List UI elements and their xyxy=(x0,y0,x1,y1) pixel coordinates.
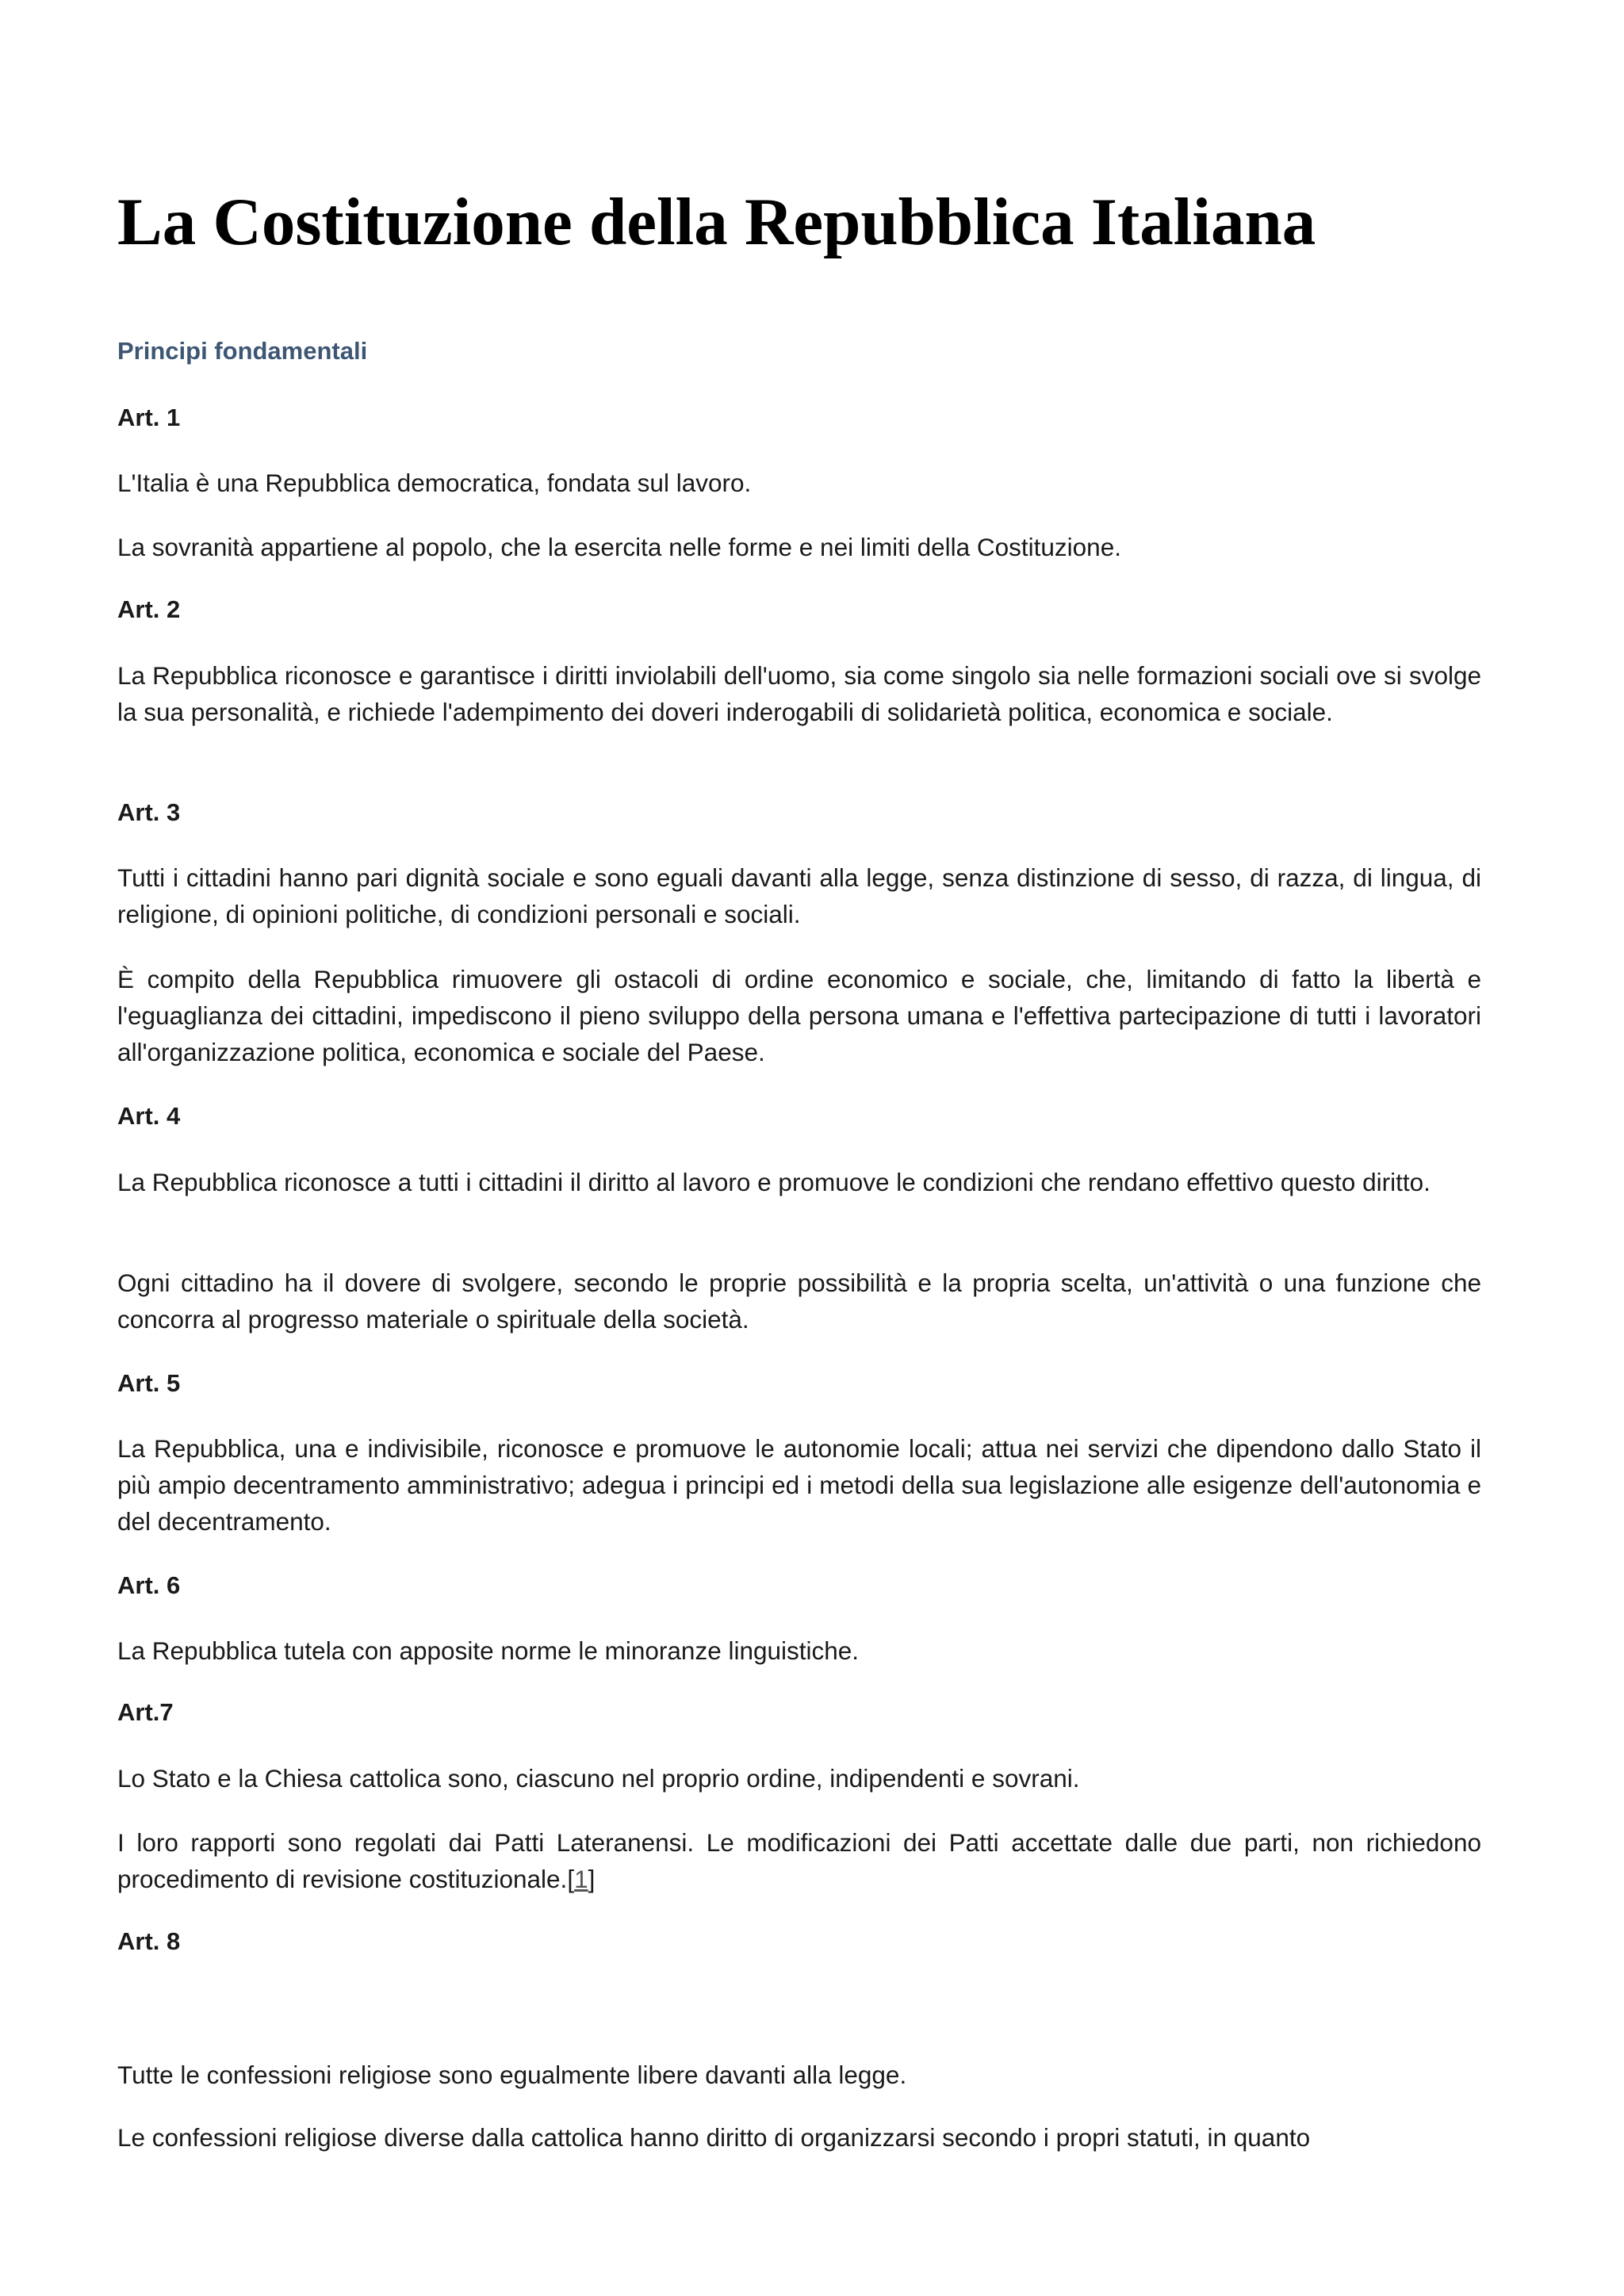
article-8-paragraph-1: Tutte le confessioni religiose sono egualmente libere davanti alla legge. xyxy=(117,2061,907,2089)
article-3-paragraph-1: Tutti i cittadini hanno pari dignità sociale e sono eguali davanti alla legge, senza distinzione di sesso, di razza, di lingua, di religione, di opinioni politiche, di condizioni personali e sociali. xyxy=(117,863,1481,928)
article-1-paragraph-2: La sovranità appartiene al popolo, che la esercita nelle forme e nei limiti della Costituzione. xyxy=(117,533,1121,561)
article-1-paragraph-1: L'Italia è una Repubblica democratica, fondata sul lavoro. xyxy=(117,469,752,497)
section-heading: Principi fondamentali xyxy=(117,337,368,365)
article-2-paragraph-1: La Repubblica riconosce e garantisce i diritti inviolabili dell'uomo, sia come singolo sia nelle formazioni sociali ove si svolge la sua personalità, e richiede l'adempimento dei doveri inderogabili di solidarietà politica, economica e sociale. xyxy=(117,661,1481,726)
footnote-ref: 1 xyxy=(574,1865,588,1893)
article-heading-5: Art. 5 xyxy=(117,1369,181,1397)
article-7-paragraph-1: Lo Stato e la Chiesa cattolica sono, ciascuno nel proprio ordine, indipendenti e sovrani. xyxy=(117,1764,1080,1793)
footnote-open-bracket: [ xyxy=(567,1865,575,1893)
footnote-link-1[interactable] xyxy=(567,1865,595,1893)
article-6-paragraph-1: La Repubblica tutela con apposite norme le minoranze linguistiche. xyxy=(117,1636,860,1665)
article-heading-3: Art. 3 xyxy=(117,798,181,826)
article-heading-8: Art. 8 xyxy=(117,1927,181,1955)
article-heading-4: Art. 4 xyxy=(117,1102,181,1130)
article-heading-2: Art. 2 xyxy=(117,595,181,623)
article-4-paragraph-1: La Repubblica riconosce a tutti i cittadini il diritto al lavoro e promuove le condizioni che rendano effettivo questo diritto. xyxy=(117,1168,1431,1196)
article-heading-6: Art. 6 xyxy=(117,1571,181,1599)
article-7-paragraph-2-text: I loro rapporti sono regolati dai Patti Lateranensi. Le modificazioni dei Patti accettate dalle due parti, non richiedono procedimento di revisione costituzionale. xyxy=(117,1828,1481,1893)
article-heading-7: Art.7 xyxy=(117,1698,174,1726)
article-5-paragraph-1: La Repubblica, una e indivisibile, riconosce e promuove le autonomie locali; attua nei servizi che dipendono dallo Stato il più ampio decentramento amministrativo; adegua i principi ed i metodi della sua legislazione alle esigenze dell'autonomia e del decentramento. xyxy=(117,1434,1481,1536)
document-title: La Costituzione della Repubblica Italiana xyxy=(117,185,1316,259)
article-3-paragraph-2: È compito della Repubblica rimuovere gli ostacoli di ordine economico e sociale, che, limitando di fatto la libertà e l'eguaglianza dei cittadini, impediscono il pieno sviluppo della persona umana e l'effettiva partecipazione di tutti i lavoratori all'organizzazione politica, economica e sociale del Paese. xyxy=(117,965,1481,1066)
article-heading-1: Art. 1 xyxy=(117,404,181,431)
article-4-paragraph-2: Ogni cittadino ha il dovere di svolgere, secondo le proprie possibilità e la propria scelta, un'attività o una funzione che concorra al progresso materiale o spirituale della società. xyxy=(117,1269,1481,1334)
article-7-paragraph-2 xyxy=(117,1824,1481,1897)
article-8-paragraph-2: Le confessioni religiose diverse dalla cattolica hanno diritto di organizzarsi secondo i propri statuti, in quanto xyxy=(117,2123,1311,2152)
footnote-close-bracket: ] xyxy=(588,1865,596,1893)
